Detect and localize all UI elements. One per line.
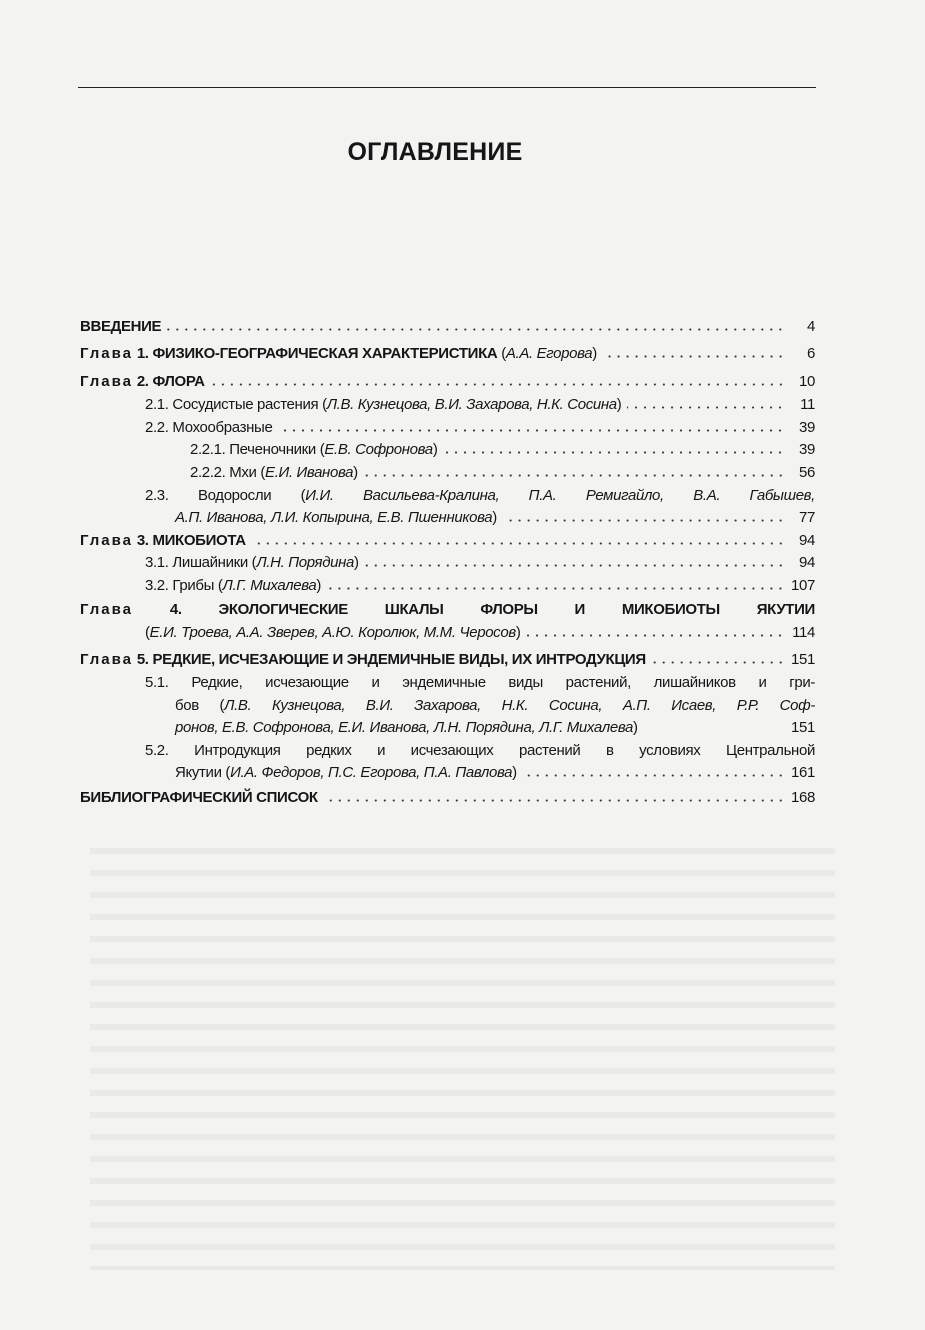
toc-text-segment: И.И. Васильева-Кралина, П.А. Ремигайло, В.А. Габышев, xyxy=(305,487,815,504)
page-number: 107 xyxy=(791,577,815,594)
toc-entry[interactable] xyxy=(80,345,815,362)
toc-entry-text xyxy=(80,318,161,335)
toc-entry-text xyxy=(80,345,597,362)
toc-text-segment: ) xyxy=(492,509,497,526)
toc-text-segment: Л.Н. Порядина xyxy=(256,554,355,571)
toc-entry[interactable] xyxy=(145,487,815,504)
toc-text-segment: Л.В. Кузнецова, В.И. Захарова, Н.К. Сосина, А.П. Исаев, Р.Р. Соф- xyxy=(224,697,815,714)
dot-leader xyxy=(644,729,785,732)
page-number: 151 xyxy=(791,719,815,736)
toc-entry-text xyxy=(175,764,517,781)
toc-entry-text xyxy=(80,373,205,390)
dot-leader xyxy=(278,429,785,432)
toc-text-segment: ронов, Е.В. Софронова, Е.И. Иванова, Л.Н. Порядина, Л.Г. Михалева xyxy=(175,719,633,736)
toc-entry[interactable] xyxy=(145,396,815,413)
dot-leader xyxy=(365,564,785,567)
page-number: 94 xyxy=(799,554,815,571)
dot-leader xyxy=(526,634,785,637)
toc-entry[interactable] xyxy=(175,764,815,781)
toc-text-segment: БИБЛИОГРАФИЧЕСКИЙ СПИСОК xyxy=(80,789,318,806)
page-title: ОГЛАВЛЕНИЕ xyxy=(347,138,523,166)
toc-entry-text xyxy=(190,464,358,481)
toc-entry[interactable] xyxy=(145,674,815,691)
toc-text-segment: Е.И. Иванова xyxy=(265,464,354,481)
toc-text-segment: ) xyxy=(616,396,622,413)
toc-entry[interactable] xyxy=(80,601,815,618)
dot-leader xyxy=(523,774,785,777)
dot-leader xyxy=(252,542,785,545)
dot-leader xyxy=(443,451,785,454)
toc-text-segment: ( xyxy=(145,624,150,641)
toc-entry[interactable] xyxy=(190,441,815,458)
toc-entry[interactable] xyxy=(80,373,815,390)
dot-leader xyxy=(627,406,785,409)
toc-entry[interactable] xyxy=(175,697,815,714)
header-rule xyxy=(78,87,816,88)
page-number: 39 xyxy=(799,419,815,436)
toc-text-segment: Глава xyxy=(80,345,133,362)
toc-entry[interactable] xyxy=(145,624,815,641)
toc-text-segment: ) xyxy=(512,764,517,781)
toc-text-segment: 2.2.2. Мхи ( xyxy=(190,464,266,481)
toc-entry[interactable] xyxy=(175,719,815,736)
toc-text-segment: 5. РЕДКИЕ, ИСЧЕЗАЮЩИЕ И ЭНДЕМИЧНЫЕ ВИДЫ, ИХ ИНТРОДУКЦИЯ xyxy=(133,651,646,668)
toc-entry-text xyxy=(145,419,272,436)
dot-leader xyxy=(211,383,785,386)
toc-entry-text xyxy=(145,487,815,504)
dot-leader xyxy=(167,328,785,331)
toc-text-segment: 3.2. Грибы ( xyxy=(145,577,223,594)
toc-text-segment: 2.3. Водоросли ( xyxy=(145,487,306,504)
toc-text-segment: ) xyxy=(432,441,438,458)
toc-entry-text xyxy=(175,697,815,714)
toc-text-segment: ( xyxy=(501,345,506,362)
toc-text-segment: Глава xyxy=(80,601,133,618)
toc-entry-text xyxy=(145,674,815,691)
page-number: 4 xyxy=(807,318,815,335)
toc-entry-text xyxy=(80,601,815,618)
toc-text-segment: 4. ЭКОЛОГИЧЕСКИЕ ШКАЛЫ ФЛОРЫ И МИКОБИОТЫ ЯКУТИИ xyxy=(133,601,815,618)
toc-entry[interactable] xyxy=(145,742,815,759)
toc-text-segment: 1. ФИЗИКО-ГЕОГРАФИЧЕСКАЯ ХАРАКТЕРИСТИКА xyxy=(133,345,502,362)
toc-text-segment: Е.И. Троева, А.А. Зверев, А.Ю. Королюк, М.М. Черосов xyxy=(149,624,516,641)
toc-text-segment: А.А. Егорова xyxy=(505,345,593,362)
page-number: 56 xyxy=(799,464,815,481)
toc-entry[interactable] xyxy=(80,789,815,806)
toc-text-segment: Якутии ( xyxy=(175,764,231,781)
toc-entry[interactable] xyxy=(190,464,815,481)
dot-leader xyxy=(503,519,785,522)
page-number: 114 xyxy=(792,624,815,641)
toc-text-segment: ) xyxy=(316,577,322,594)
toc-entry-text xyxy=(175,509,497,526)
toc-text-segment: ВВЕДЕНИЕ xyxy=(80,318,162,335)
toc-text-segment: 2.2.1. Печеночники ( xyxy=(190,441,325,458)
toc-text-segment: Глава xyxy=(80,532,133,549)
toc-text-segment: Л.В. Кузнецова, В.И. Захарова, Н.К. Сосина xyxy=(326,396,617,413)
toc-text-segment: Глава xyxy=(80,651,133,668)
toc-entry-text xyxy=(145,396,621,413)
toc-text-segment: 2. ФЛОРА xyxy=(133,373,205,390)
page-number: 161 xyxy=(791,764,815,781)
page-number: 39 xyxy=(799,441,815,458)
page-number: 10 xyxy=(799,373,815,390)
toc-text-segment: ) xyxy=(632,719,638,736)
toc-entry-text xyxy=(145,624,520,641)
page-number: 11 xyxy=(800,396,815,413)
toc-text-segment: А.П. Иванова, Л.И. Копырина, Е.В. Пшенникова xyxy=(175,509,493,526)
toc-entry-text xyxy=(145,554,359,571)
toc-text-segment: ) xyxy=(353,464,358,481)
toc-text-segment: Е.В. Софронова xyxy=(324,441,433,458)
toc-text-segment: 2.2. Мохообразные xyxy=(145,419,273,436)
toc-text-segment: 2.1. Сосудистые растения ( xyxy=(145,396,327,413)
page-number: 151 xyxy=(791,651,815,668)
toc-entry-text xyxy=(80,532,246,549)
dot-leader xyxy=(652,661,785,664)
toc-entry-text xyxy=(80,789,318,806)
toc-entry[interactable] xyxy=(175,509,815,526)
toc-entry-text xyxy=(190,441,437,458)
toc-text-segment: ) xyxy=(592,345,597,362)
toc-text-segment: 3.1. Лишайники ( xyxy=(145,554,257,571)
toc-entry[interactable] xyxy=(80,651,815,668)
toc-text-segment: Глава xyxy=(80,373,133,390)
toc-text-segment: бов ( xyxy=(175,697,225,714)
toc-entry[interactable] xyxy=(145,419,815,436)
toc-entry[interactable] xyxy=(145,554,815,571)
page-number: 168 xyxy=(791,789,815,806)
page-number: 77 xyxy=(799,509,815,526)
toc-text-segment: 5.2. Интродукция редких и исчезающих растений в условиях Центральной xyxy=(145,742,815,759)
toc-text-segment: 3. МИКОБИОТА xyxy=(133,532,246,549)
toc-entry-text xyxy=(145,742,815,759)
toc-entry[interactable] xyxy=(80,318,815,335)
page-number: 94 xyxy=(799,532,815,549)
toc-entry[interactable] xyxy=(80,532,815,549)
dot-leader xyxy=(364,474,785,477)
toc-entry-text xyxy=(80,651,646,668)
dot-leader xyxy=(603,355,785,358)
toc-entry-text xyxy=(175,719,638,736)
page-number: 6 xyxy=(807,345,815,362)
bleed-through-background xyxy=(90,840,835,1270)
dot-leader xyxy=(324,799,785,802)
toc-entry[interactable] xyxy=(145,577,815,594)
dot-leader xyxy=(327,587,785,590)
toc-text-segment: ) xyxy=(354,554,359,571)
toc-text-segment: 5.1. Редкие, исчезающие и эндемичные виды растений, лишайников и гри- xyxy=(145,674,815,691)
toc-entry-text xyxy=(145,577,321,594)
toc-text-segment: ) xyxy=(515,624,521,641)
toc-text-segment: И.А. Федоров, П.С. Егорова, П.А. Павлова xyxy=(230,764,513,781)
toc-text-segment: Л.Г. Михалева xyxy=(222,577,317,594)
